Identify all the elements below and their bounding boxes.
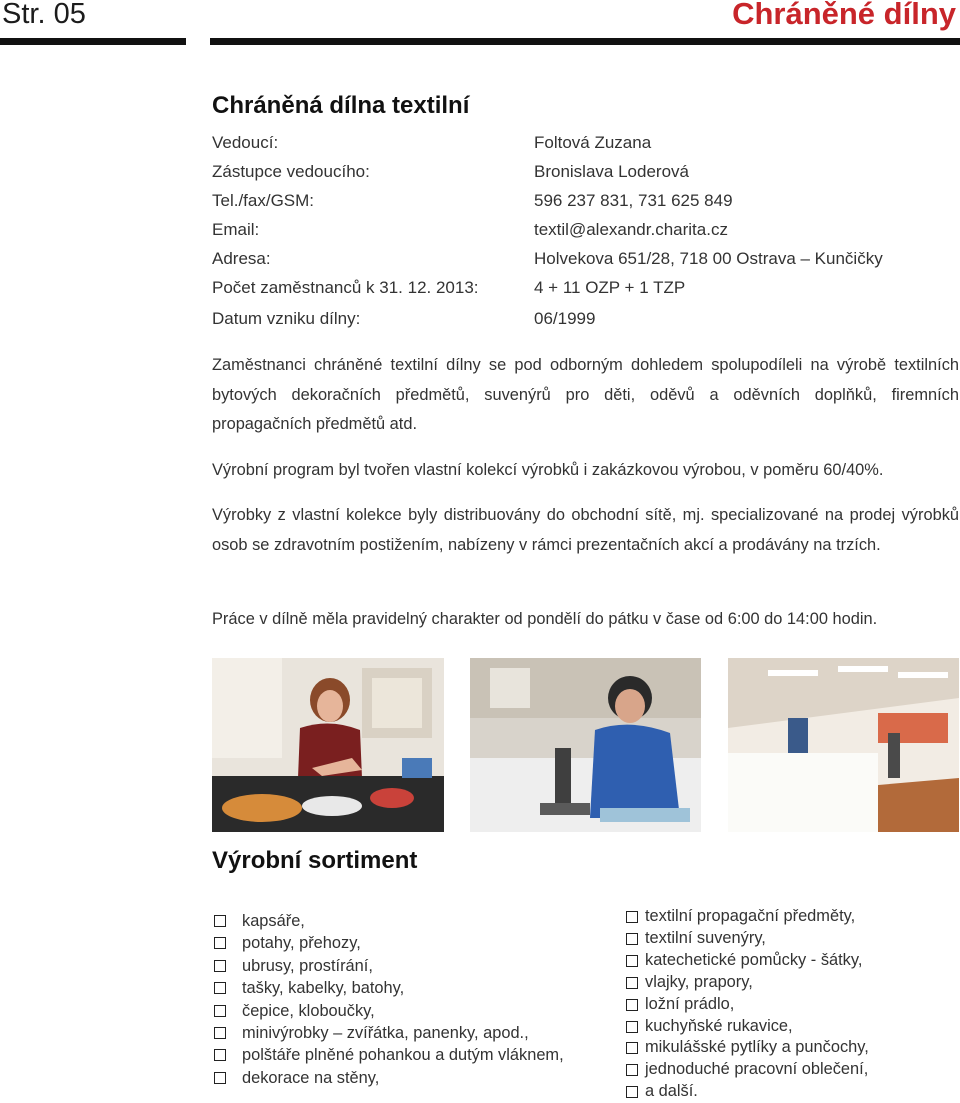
email-link[interactable]: textil@alexandr.charita.cz bbox=[534, 220, 728, 239]
list-item: polštáře plněné pohankou a dutým vláknem, bbox=[212, 1044, 564, 1066]
list-item: mikulášské pytlíky a punčochy, bbox=[625, 1037, 869, 1059]
checkbox-bullet-icon bbox=[214, 915, 226, 927]
checkbox-bullet-icon bbox=[214, 937, 226, 949]
checkbox-bullet-icon bbox=[214, 960, 226, 972]
list-item: textilní propagační předměty, bbox=[625, 906, 869, 928]
info-label: Adresa: bbox=[212, 249, 271, 268]
paragraph-working-hours: Práce v dílně měla pravidelný charakter od pondělí do pátku v čase od 6:00 do 14:00 hodin. bbox=[212, 610, 878, 628]
checkbox-bullet-icon bbox=[214, 1005, 226, 1017]
assortment-list-left bbox=[212, 910, 564, 1089]
list-item: čepice, kloboučky, bbox=[212, 1000, 564, 1022]
list-item: vlajky, prapory, bbox=[625, 972, 869, 994]
list-item: potahy, přehozy, bbox=[212, 932, 564, 954]
workshop-title: Chráněná dílna textilní bbox=[212, 92, 470, 119]
checkbox-bullet-icon bbox=[214, 1027, 226, 1039]
list-item: ložní prádlo, bbox=[625, 994, 869, 1016]
info-label: Email: bbox=[212, 220, 260, 239]
checkbox-bullet-icon bbox=[626, 1086, 638, 1098]
info-value: Foltová Zuzana bbox=[534, 133, 652, 152]
workshop-photo-sewing bbox=[212, 658, 444, 832]
list-item: kapsáře, bbox=[212, 910, 564, 932]
info-label: Tel./fax/GSM: bbox=[212, 191, 315, 210]
list-item: katechetické pomůcky - šátky, bbox=[625, 950, 869, 972]
header-rule-right bbox=[210, 38, 960, 45]
checkbox-bullet-icon bbox=[626, 933, 638, 945]
list-item: textilní suvenýry, bbox=[625, 928, 869, 950]
checkbox-bullet-icon bbox=[214, 1072, 226, 1084]
info-label: Datum vzniku dílny: bbox=[212, 309, 361, 328]
list-item: ubrusy, prostírání, bbox=[212, 955, 564, 977]
section-title: Chráněné dílny bbox=[732, 0, 956, 31]
info-value: 4 + 11 OZP + 1 TZP bbox=[534, 278, 686, 297]
paragraph-program: Výrobní program byl tvořen vlastní kolekcí výrobků i zakázkovou výrobou, v poměru 60/40%. bbox=[212, 461, 884, 479]
info-label: Vedoucí: bbox=[212, 133, 279, 152]
checkbox-bullet-icon bbox=[214, 982, 226, 994]
page-number: Str. 05 bbox=[2, 0, 86, 30]
checkbox-bullet-icon bbox=[214, 1049, 226, 1061]
checkbox-bullet-icon bbox=[626, 1042, 638, 1054]
info-label: Zástupce vedoucího: bbox=[212, 162, 370, 181]
workshop-photo-cutting bbox=[470, 658, 701, 832]
checkbox-bullet-icon bbox=[626, 955, 638, 967]
paragraph-distribution: Výrobky z vlastní kolekce byly distribuovány do obchodní sítě, mj. specializované na prodej výrobků osob se zdravotním postižením, nabízeny v rámci prezentačních akcí a prodávány na trzích. bbox=[212, 506, 959, 554]
checkbox-bullet-icon bbox=[626, 1064, 638, 1076]
assortment-title: Výrobní sortiment bbox=[212, 847, 418, 874]
list-item: minivýrobky – zvířátka, panenky, apod., bbox=[212, 1022, 564, 1044]
assortment-list-right bbox=[625, 906, 869, 1103]
info-value: 596 237 831, 731 625 849 bbox=[534, 191, 733, 210]
info-value: Holvekova 651/28, 718 00 Ostrava – Kunčičky bbox=[534, 249, 883, 268]
checkbox-bullet-icon bbox=[626, 999, 638, 1011]
info-value: 06/1999 bbox=[534, 309, 596, 328]
paragraph-description: Zaměstnanci chráněné textilní dílny se pod odborným dohledem spolupodíleli na výrobě textilních bytových dekoračních předmětů, suvenýrů pro děti, oděvů a oděvních doplňků, firemních propagačních předmětů atd. bbox=[212, 356, 959, 433]
list-item: kuchyňské rukavice, bbox=[625, 1016, 869, 1038]
checkbox-bullet-icon bbox=[626, 1021, 638, 1033]
checkbox-bullet-icon bbox=[626, 911, 638, 923]
list-item: dekorace na stěny, bbox=[212, 1067, 564, 1089]
checkbox-bullet-icon bbox=[626, 977, 638, 989]
list-item: a další. bbox=[625, 1081, 869, 1103]
header-rule-left bbox=[0, 38, 186, 45]
info-label: Počet zaměstnanců k 31. 12. 2013: bbox=[212, 278, 479, 297]
info-value: Bronislava Loderová bbox=[534, 162, 689, 181]
list-item: tašky, kabelky, batohy, bbox=[212, 977, 564, 999]
list-item: jednoduché pracovní oblečení, bbox=[625, 1059, 869, 1081]
workshop-photo-hall bbox=[728, 658, 959, 832]
